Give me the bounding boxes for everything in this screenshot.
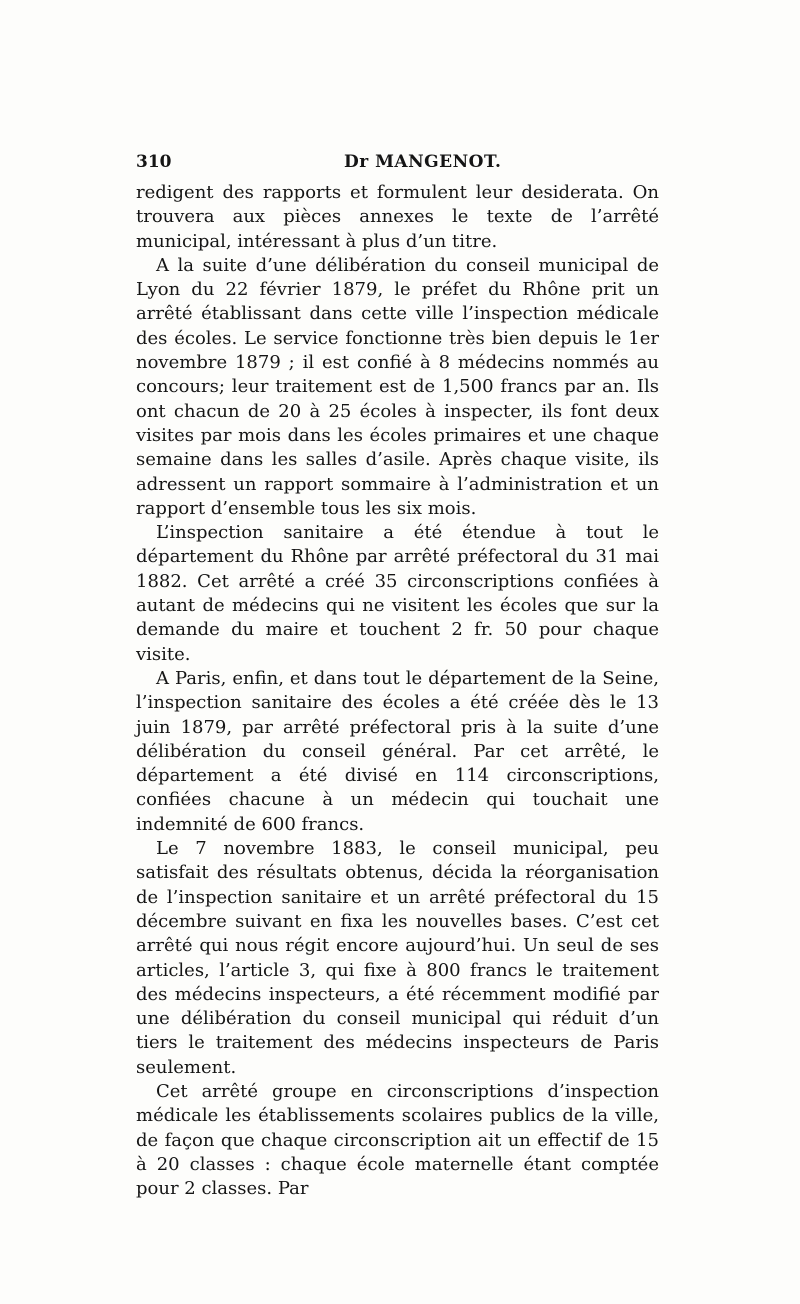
body-text xyxy=(136,181,659,1201)
paragraph-continuation: redigent des rapports et formulent leur desiderata. On trouvera aux pièces annexes le texte de l’arrêté municipal, intéressant à plus d’un titre. xyxy=(136,182,659,252)
running-header xyxy=(136,146,660,176)
paragraph-1883-reorganisation: Le 7 novembre 1883, le conseil municipal, peu satisfait des résultats obtenus, décida la réorganisation de l’inspection sanitaire et un arrêté préfectoral du 15 décembre suivant en fixa les nouvelles bases. C’est cet arrêté qui nous régit encore aujourd’hui. Un seul de ses articles, l’article 3, qui fixe à 800 francs le traitement des médecins inspecteurs, a été récemment modifié par une délibération du conseil municipal qui réduit d’un tiers le traitement des médecins inspecteurs de Paris seulement. xyxy=(136,838,659,1078)
paragraph-rhone: L’inspection sanitaire a été étendue à tout le département du Rhône par arrêté préfectoral du 31 mai 1882. Cet arrêté a créé 35 circonscriptions confiées à autant de médecins qui ne visitent les écoles que sur la demande du maire et touchent 2 fr. 50 pour chaque visite. xyxy=(136,522,659,665)
paragraph-lyon: A la suite d’une délibération du conseil municipal de Lyon du 22 février 1879, le préfet du Rhône prit un arrêté établissant dans cette ville l’inspection médicale des écoles. Le service fonctionne très bien depuis le 1er novembre 1879 ; il est confié à 8 médecins nommés au concours; leur traitement est de 1,500 francs par an. Ils ont chacun de 20 à 25 écoles à inspecter, ils font deux visites par mois dans les écoles primaires et une chaque semaine dans les salles d’asile. Après chaque visite, ils adressent un rapport sommaire à l’administration et un rapport d’ensemble tous les six mois. xyxy=(136,254,659,519)
page-number: 310 xyxy=(136,152,172,172)
header-author: Dr MANGENOT. xyxy=(344,152,502,172)
paragraph-paris-seine: A Paris, enfin, et dans tout le département de la Seine, l’inspection sanitaire des écoles a été créée dès le 13 juin 1879, par arrêté préfectoral pris à la suite d’une délibération du conseil général. Par cet arrêté, le département a été divisé en 114 circonscriptions, confiées chacune à un médecin qui touchait une indemnité de 600 francs. xyxy=(136,667,659,835)
paragraph-circonscriptions: Cet arrêté groupe en circonscriptions d’inspection médicale les établissements scolaires publics de la ville, de façon que chaque circonscription ait un effectif de 15 à 20 classes : chaque école maternelle étant comptée pour 2 classes. Par xyxy=(136,1080,659,1200)
